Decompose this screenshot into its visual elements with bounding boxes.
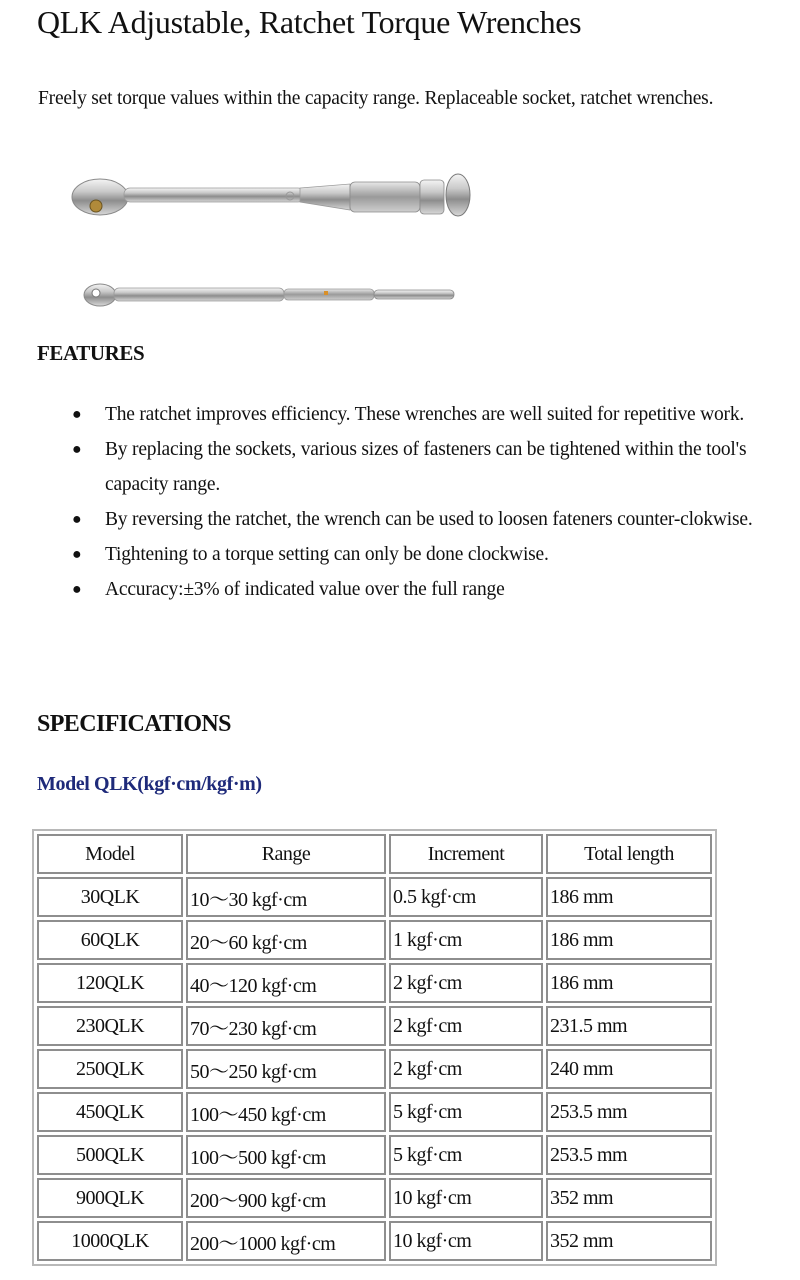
increment-cell: 5 kgf·cm	[389, 1135, 543, 1175]
table-row	[37, 920, 712, 960]
length-cell: 186 mm	[546, 920, 712, 960]
model-cell: 60QLK	[37, 920, 183, 960]
column-header-range: Range	[186, 834, 386, 874]
feature-item: ● By replacing the sockets, various sizes of fasteners can be tightened within the tool's capacity range.	[0, 432, 790, 502]
table-row	[37, 1049, 712, 1089]
model-heading: Model QLK(kgf·cm/kgf·m)	[37, 773, 262, 795]
model-cell: 900QLK	[37, 1178, 183, 1218]
page-title: QLK Adjustable, Ratchet Torque Wrenches	[37, 4, 582, 40]
increment-cell: 2 kgf·cm	[389, 1006, 543, 1046]
model-cell: 30QLK	[37, 877, 183, 917]
increment-cell: 10 kgf·cm	[389, 1221, 543, 1261]
table-row	[37, 877, 712, 917]
features-heading: FEATURES	[37, 341, 145, 365]
feature-item: ● By reversing the ratchet, the wrench can be used to loosen fateners counter-clokwise.	[0, 502, 790, 537]
table-row	[37, 1006, 712, 1046]
model-cell: 120QLK	[37, 963, 183, 1003]
table-row	[37, 1092, 712, 1132]
table-row	[37, 1135, 712, 1175]
bullet-icon: ●	[72, 581, 82, 598]
increment-cell: 1 kgf·cm	[389, 920, 543, 960]
column-header-model: Model	[37, 834, 183, 874]
bullet-icon: ●	[72, 441, 82, 458]
range-cell: 20～60 kgf·cm	[186, 920, 386, 960]
range-cell: 10～30 kgf·cm	[186, 877, 386, 917]
range-cell: 70～230 kgf·cm	[186, 1006, 386, 1046]
feature-item: ● The ratchet improves efficiency. These wrenches are well suited for repetitive work.	[0, 397, 790, 432]
specifications-heading: SPECIFICATIONS	[37, 711, 231, 737]
length-cell: 231.5 mm	[546, 1006, 712, 1046]
range-cell: 100～500 kgf·cm	[186, 1135, 386, 1175]
bullet-icon: ●	[72, 511, 82, 528]
increment-cell: 2 kgf·cm	[389, 1049, 543, 1089]
length-cell: 253.5 mm	[546, 1092, 712, 1132]
increment-cell: 5 kgf·cm	[389, 1092, 543, 1132]
range-cell: 200～900 kgf·cm	[186, 1178, 386, 1218]
range-cell: 200～1000 kgf·cm	[186, 1221, 386, 1261]
table-row	[37, 1178, 712, 1218]
feature-item: ● Accuracy:±3% of indicated value over the full range	[0, 572, 790, 607]
length-cell: 240 mm	[546, 1049, 712, 1089]
specifications-table	[32, 829, 717, 1266]
increment-cell: 10 kgf·cm	[389, 1178, 543, 1218]
table-row	[37, 1221, 712, 1261]
model-cell: 500QLK	[37, 1135, 183, 1175]
range-cell: 50～250 kgf·cm	[186, 1049, 386, 1089]
intro-text: Freely set torque values within the capacity range. Replaceable socket, ratchet wrenches.	[38, 88, 714, 109]
torque-wrench-photo	[60, 160, 480, 320]
model-cell: 250QLK	[37, 1049, 183, 1089]
increment-cell: 2 kgf·cm	[389, 963, 543, 1003]
range-cell: 40～120 kgf·cm	[186, 963, 386, 1003]
length-cell: 186 mm	[546, 877, 712, 917]
length-cell: 352 mm	[546, 1178, 712, 1218]
feature-item: ● Tightening to a torque setting can only be done clockwise.	[0, 537, 790, 572]
model-cell: 450QLK	[37, 1092, 183, 1132]
wrench-bottom	[84, 284, 454, 306]
features-list	[0, 397, 790, 607]
model-cell: 1000QLK	[37, 1221, 183, 1261]
bullet-icon: ●	[72, 546, 82, 563]
table-header-row	[37, 834, 712, 874]
column-header-total-length: Total length	[546, 834, 712, 874]
bullet-icon: ●	[72, 406, 82, 423]
table-row	[37, 963, 712, 1003]
column-header-increment: Increment	[389, 834, 543, 874]
wrench-top	[72, 174, 470, 216]
length-cell: 253.5 mm	[546, 1135, 712, 1175]
model-cell: 230QLK	[37, 1006, 183, 1046]
length-cell: 352 mm	[546, 1221, 712, 1261]
length-cell: 186 mm	[546, 963, 712, 1003]
range-cell: 100～450 kgf·cm	[186, 1092, 386, 1132]
increment-cell: 0.5 kgf·cm	[389, 877, 543, 917]
